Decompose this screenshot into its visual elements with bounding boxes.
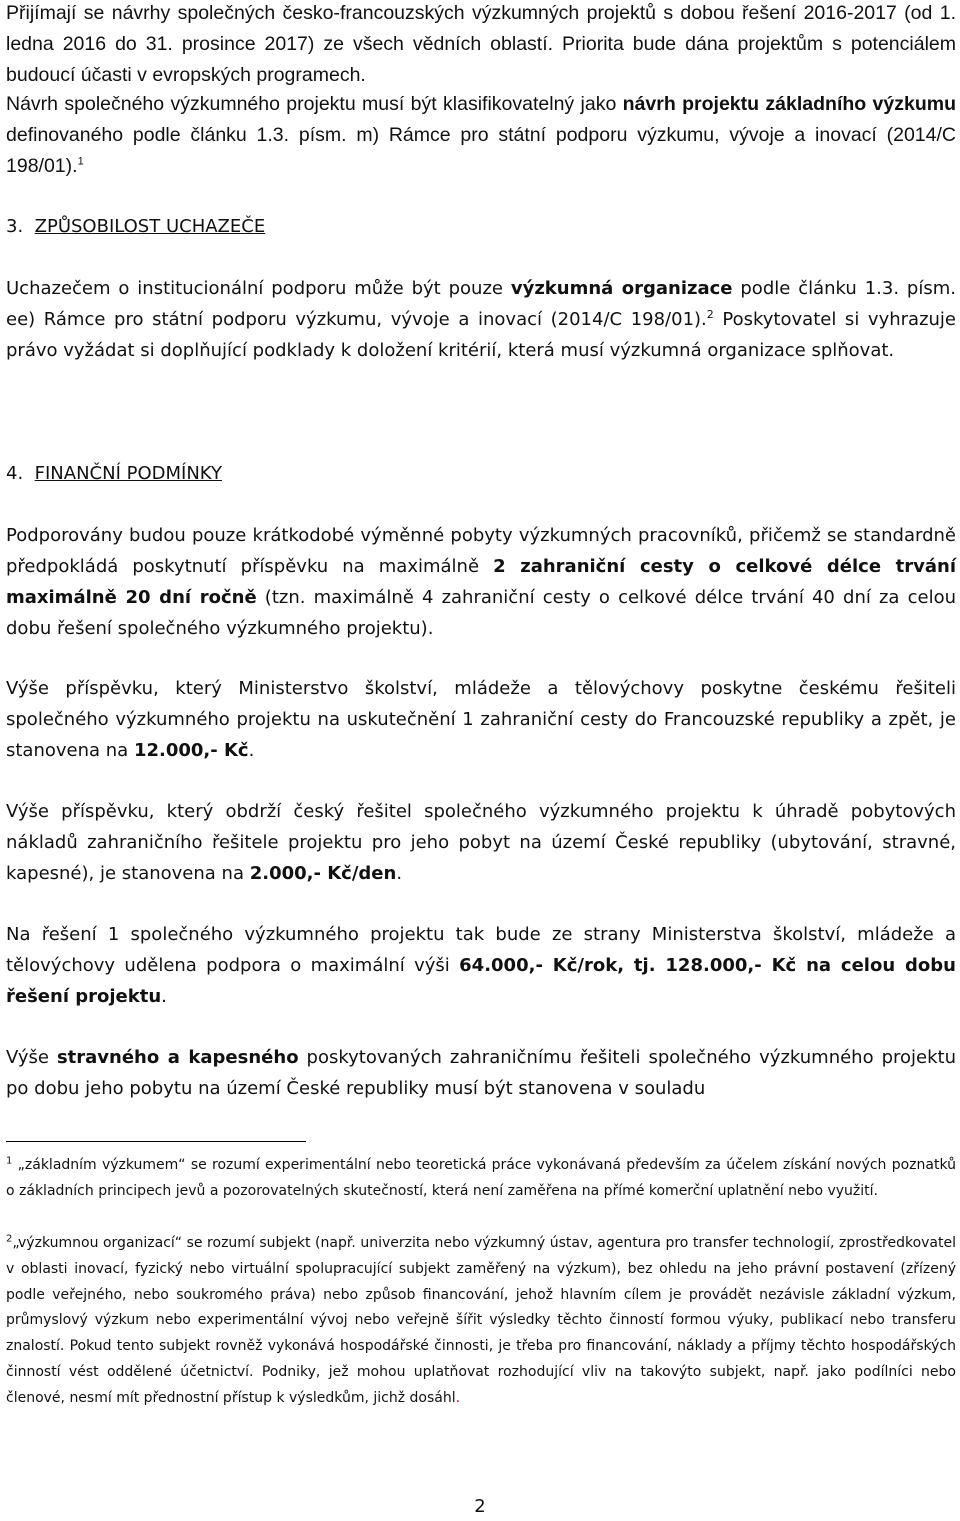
footnote-ref-2[interactable]: 2 bbox=[706, 308, 714, 321]
text-run: Na řešení 1 společného výzkumného projektu tak bude ze strany Ministerstva školství, mládeže a tělovýchovy udělena podpora o maximální výši bbox=[6, 924, 956, 976]
paragraph-stay-contribution bbox=[6, 796, 956, 889]
bold-amount: 12.000,- Kč bbox=[133, 740, 249, 761]
bold-term: návrh projektu základního výzkumu bbox=[622, 93, 956, 115]
paragraph-financial-conditions bbox=[6, 520, 956, 644]
paragraph-max-support bbox=[6, 919, 956, 1012]
text-run: . bbox=[396, 863, 403, 884]
bold-term: 2 zahraniční cesty o celkové délce trvání maximálně 20 dní ročně bbox=[6, 556, 956, 608]
text-run: Návrh společného výzkumného projektu musí být klasifikovatelný jako bbox=[6, 93, 623, 115]
paragraph-allowances bbox=[6, 1042, 956, 1104]
footnote-text: „základním výzkumem“ se rozumí experimentální nebo teoretická práce vykonávaná především za účelem získání nových poznatků o základních principech jevů a pozorovatelných skutečností, která není zaměřena na přímé komerční uplatnění nebo využití. bbox=[6, 1157, 956, 1199]
paragraph-applicant-eligibility bbox=[6, 273, 956, 366]
section-number: 4. bbox=[6, 463, 24, 484]
text-run: Podporovány budou pouze krátkodobé výměnné pobyty výzkumných pracovníků, přičemž se standardně předpokládá poskytnutí příspěvku na maximálně bbox=[6, 525, 956, 577]
footnote-text: „výzkumnou organizací“ se rozumí subjekt (např. univerzita nebo výzkumný ústav, agentura pro transfer technologií, zprostředkovatel v oblasti inovací, fyzický nebo virtuální spolupracující subjekt zaměřený na výzkum), bez ohledu na jeho právní postavení (zřízený podle veřejného, nebo soukromého práva) nebo způsob financování, jehož hlavním cílem je provádět nezávisle základní výzkum, průmyslový výzkum nebo experimentální vývoj nebo veřejně šířit výsledky těchto činností formou výuky, publikací nebo transferu znalostí. Pokud tento subjekt rovněž vykonává hospodářské činnosti, je třeba pro financování, náklady a příjmy těchto hospodářských činností vést oddělené účetnictví. Podniky, jež mohou uplatňovat rozhodující vliv na takovýto subjekt, např. jako podílníci nebo členové, nesmí mít přednostní přístup k výsledkům, jichž dosáhl bbox=[6, 1235, 956, 1406]
footnote-mark: 2 bbox=[6, 1233, 13, 1245]
text-run: . bbox=[161, 986, 167, 1007]
paragraph-call-intro: Přijímají se návrhy společných česko-francouzských výzkumných projektů s dobou řešení 2016-2017 (od 1. ledna 2016 do 31. prosince 2017) ze všech vědních oblastí. Priorita bude dána projektům s potenciálem budoucí účasti v evropských programech. bbox=[6, 2, 956, 86]
footnote-2 bbox=[6, 1231, 956, 1412]
text-run: Uchazečem o institucionální podporu může být pouze bbox=[6, 278, 511, 299]
bold-term: výzkumná organizace bbox=[510, 278, 733, 299]
section-title: ZPŮSOBILOST UCHAZEČE bbox=[34, 216, 266, 237]
bold-amount: 64.000,- Kč/rok, tj. 128.000,- Kč na celou dobu řešení projektu bbox=[6, 955, 956, 1007]
bold-term: stravného a kapesného bbox=[56, 1047, 299, 1068]
footnote-separator bbox=[6, 1141, 306, 1142]
text-run: . bbox=[248, 740, 255, 761]
section-heading-3 bbox=[6, 212, 265, 242]
text-run: poskytovaných zahraničnímu řešiteli společného výzkumného projektu po dobu jeho pobytu na území České republiky musí být stanovena v souladu bbox=[6, 1047, 957, 1099]
footnote-ref-1[interactable]: 1 bbox=[77, 155, 84, 168]
section-title: FINANČNÍ PODMÍNKY bbox=[34, 463, 222, 484]
paragraph-project-classification bbox=[6, 89, 956, 182]
footnote-mark: 1 bbox=[6, 1155, 13, 1167]
text-run: (tzn. maximálně 4 zahraniční cesty o celkové délce trvání 40 dní za celou dobu řešení společného výzkumného projektu). bbox=[6, 587, 956, 639]
footnote-1 bbox=[6, 1153, 956, 1205]
footnote-end-dot: . bbox=[455, 1389, 461, 1406]
paragraph-trip-contribution bbox=[6, 673, 956, 766]
text-run: podle článku 1.3. písm. ee) Rámce pro státní podporu výzkumu, vývoje a inovací (2014/C 198/01). bbox=[6, 278, 956, 330]
page-number: 2 bbox=[474, 1496, 486, 1517]
text-run: Výše příspěvku, který obdrží český řešitel společného výzkumného projektu k úhradě pobytových nákladů zahraničního řešitele projektu pro jeho pobyt na území České republiky (ubytování, stravné, kapesné), je stanovena na bbox=[6, 801, 956, 884]
section-heading-4 bbox=[6, 459, 222, 489]
text-run: Výše příspěvku, který Ministerstvo školství, mládeže a tělovýchovy poskytne českému řešiteli společného výzkumného projektu na uskutečnění 1 zahraniční cesty do Francouzské republiky a zpět, je stanovena na bbox=[6, 678, 956, 761]
text-run: Poskytovatel si vyhrazuje právo vyžádat si doplňující podklady k doložení kritérií, která musí výzkumná organizace splňovat. bbox=[6, 309, 957, 361]
document-page bbox=[6, 0, 956, 1521]
text-run: definovaného podle článku 1.3. písm. m) Rámce pro státní podporu výzkumu, vývoje a inovací (2014/C 198/01). bbox=[6, 124, 956, 177]
section-number: 3. bbox=[6, 216, 24, 237]
bold-amount: 2.000,- Kč/den bbox=[249, 863, 397, 884]
text-run: Výše bbox=[6, 1047, 57, 1068]
